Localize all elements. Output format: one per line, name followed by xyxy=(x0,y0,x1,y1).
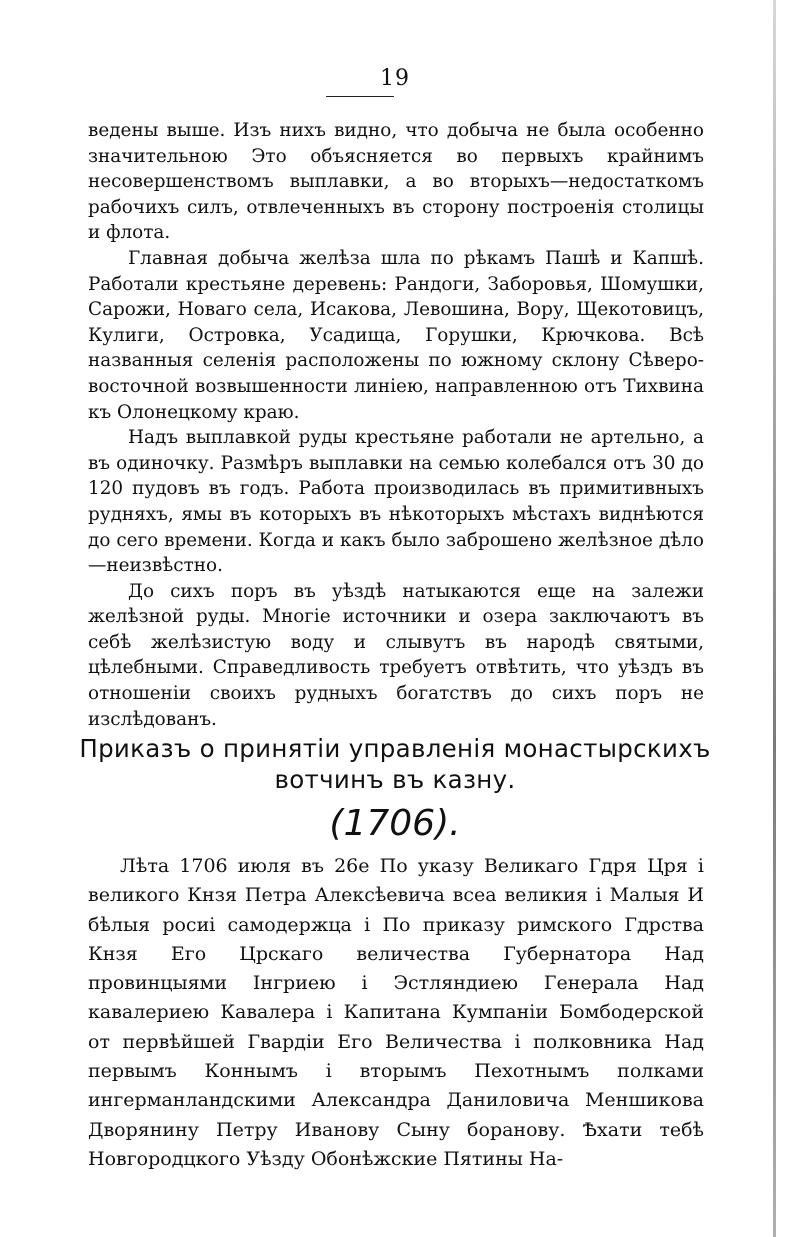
page-number: 19 xyxy=(380,66,410,91)
section-heading-line-2: вотчинъ въ казну. xyxy=(274,765,516,794)
body-text xyxy=(88,118,704,732)
document-text-block xyxy=(88,852,704,1174)
paragraph-3: Надъ выплавкой руды крестьяне работали не артельно, а въ одиночку. Размѣръ выплавки на семью колебался отъ 30 до 120 пудовъ въ годъ. Работа производилась въ примитивныхъ рудняхъ, ямы въ которыхъ въ нѣкоторыхъ мѣстахъ виднѣются до сего времени. Когда и какъ было заброшено желѣзное дѣло—неизвѣстно. xyxy=(88,427,704,577)
page-number-rule xyxy=(326,96,394,97)
page-edge-shadow xyxy=(773,0,776,1237)
document-paragraph: Лѣта 1706 июля въ 26е По указу Великаго Гдря Цря і великого Кнзя Петра Алексѣевича всеа великия і Малыя И бѣлыя росиі самодержца і По приказу римского Гдрства Кнзя Его Црскаго величества Губернатора Над провинцыями Інгриею і Эстляндиею Генерала Над кавалериею Кавалера і Капитана Кумпаніи Бомбодерской от первѣйшей Гвардіи Его Величества і полковника Над первымъ Коннымъ і вторымъ Пехотнымъ полками ингерманландскими Александра Даниловича Меншикова Дворянину Петру Иванову Сыну боранову. Ѣхати тебѣ Новгородцкого Уѣзду Обонѣжские Пятины На- xyxy=(88,855,704,1170)
paragraph-4: До сихъ поръ въ уѣздѣ натыкаются еще на залежи желѣзной руды. Многіе источники и озера заключаютъ въ себѣ желѣзистую воду и слывутъ въ народѣ святыми, цѣлебными. Справедливость требуетъ отвѣтить, что уѣздъ въ отношеніи своихъ рудныхъ богатствъ до сихъ поръ не изслѣдованъ. xyxy=(88,580,704,730)
paragraph-2: Главная добыча желѣза шла по рѣкамъ Пашѣ и Капшѣ. Работали крестьяне деревень: Рандоги, Заборовья, Шомушки, Сарожи, Новаго села, Исакова, Левошина, Вору, Щекотовицъ, Кулиги, Островка, Усадища, Горушки, Крючкова. Всѣ названныя селенія расположены по южному склону Сѣверо-восточной возвышенности линіею, направленною отъ Тихвина къ Олонецкому краю. xyxy=(88,247,704,423)
paragraph-1: ведены выше. Изъ нихъ видно, что добыча не была особенно значительною Это объясняется во первыхъ крайнимъ несовершенствомъ выплавки, а во вторыхъ—недостаткомъ рабочихъ силъ, отвлеченныхъ въ сторону построенія столицы и флота. xyxy=(88,120,704,244)
section-year: (1706). xyxy=(329,803,461,844)
section-heading-line-1: Приказъ о принятіи управленія монастырскихъ xyxy=(79,734,711,763)
